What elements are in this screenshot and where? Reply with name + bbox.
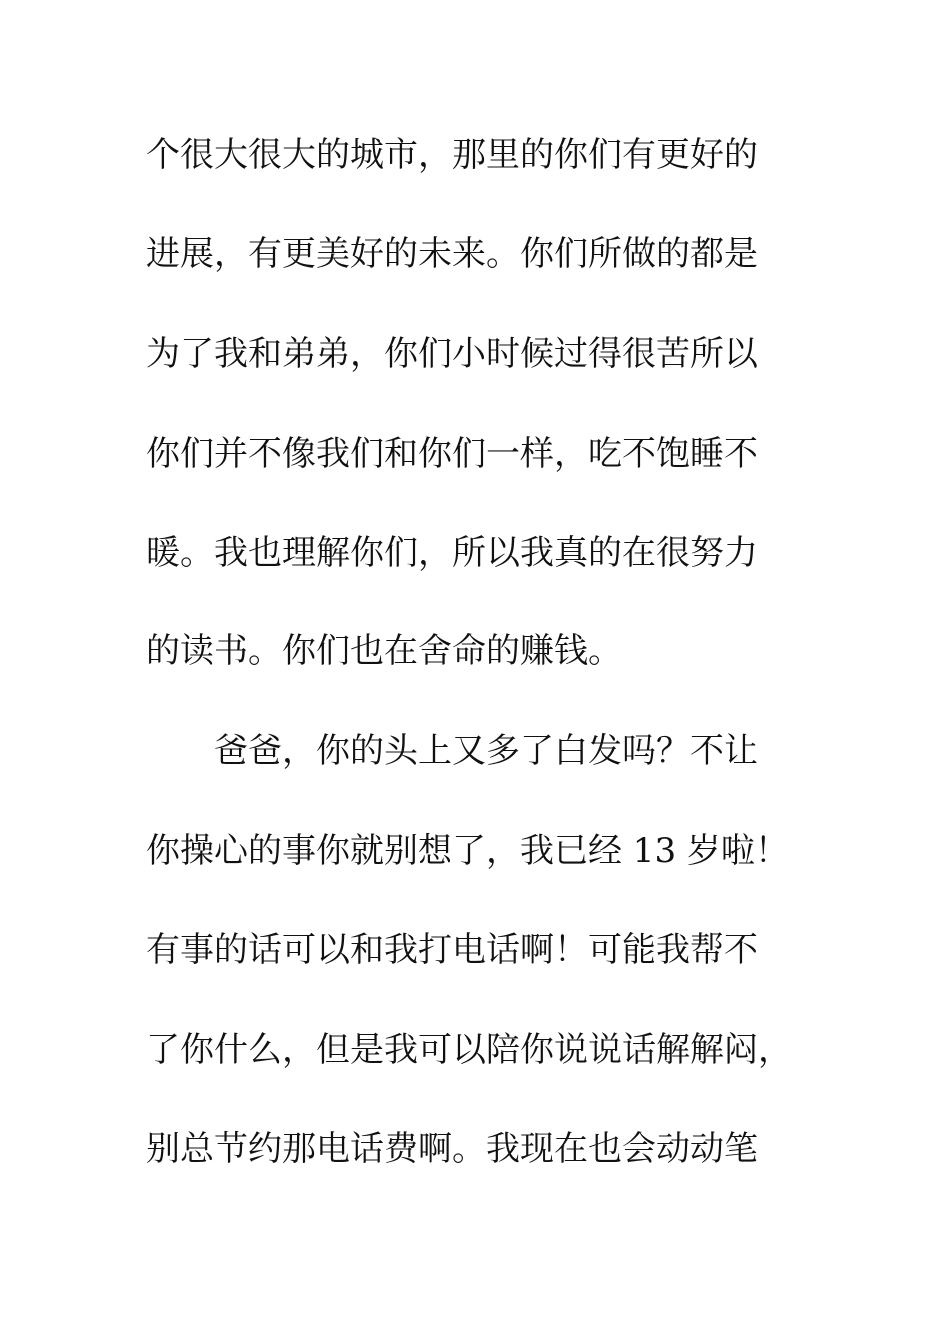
text-line: 的读书。你们也在舍命的赚钱。: [146, 631, 622, 671]
text-line: 个很大很大的城市，那里的你们有更好的: [146, 135, 758, 175]
text-line: 有事的话可以和我打电话啊！可能我帮不: [146, 930, 758, 970]
text-line: 别总节约那电话费啊。我现在也会动动笔: [146, 1129, 758, 1169]
text-line: 你们并不像我们和你们一样，吃不饱睡不: [146, 434, 758, 474]
text-line: 暖。我也理解你们，所以我真的在很努力: [146, 533, 758, 573]
text-line: 了你什么，但是我可以陪你说说话解解闷，: [146, 1030, 792, 1070]
text-line: 你操心的事你就别想了，我已经 13 岁啦！: [146, 831, 789, 871]
text-line: 进展，有更美好的未来。你们所做的都是: [146, 234, 758, 274]
text-line: 为了我和弟弟，你们小时候过得很苦所以: [146, 334, 758, 374]
paragraph-first-line: 爸爸，你的头上又多了白发吗？不让: [214, 731, 758, 771]
